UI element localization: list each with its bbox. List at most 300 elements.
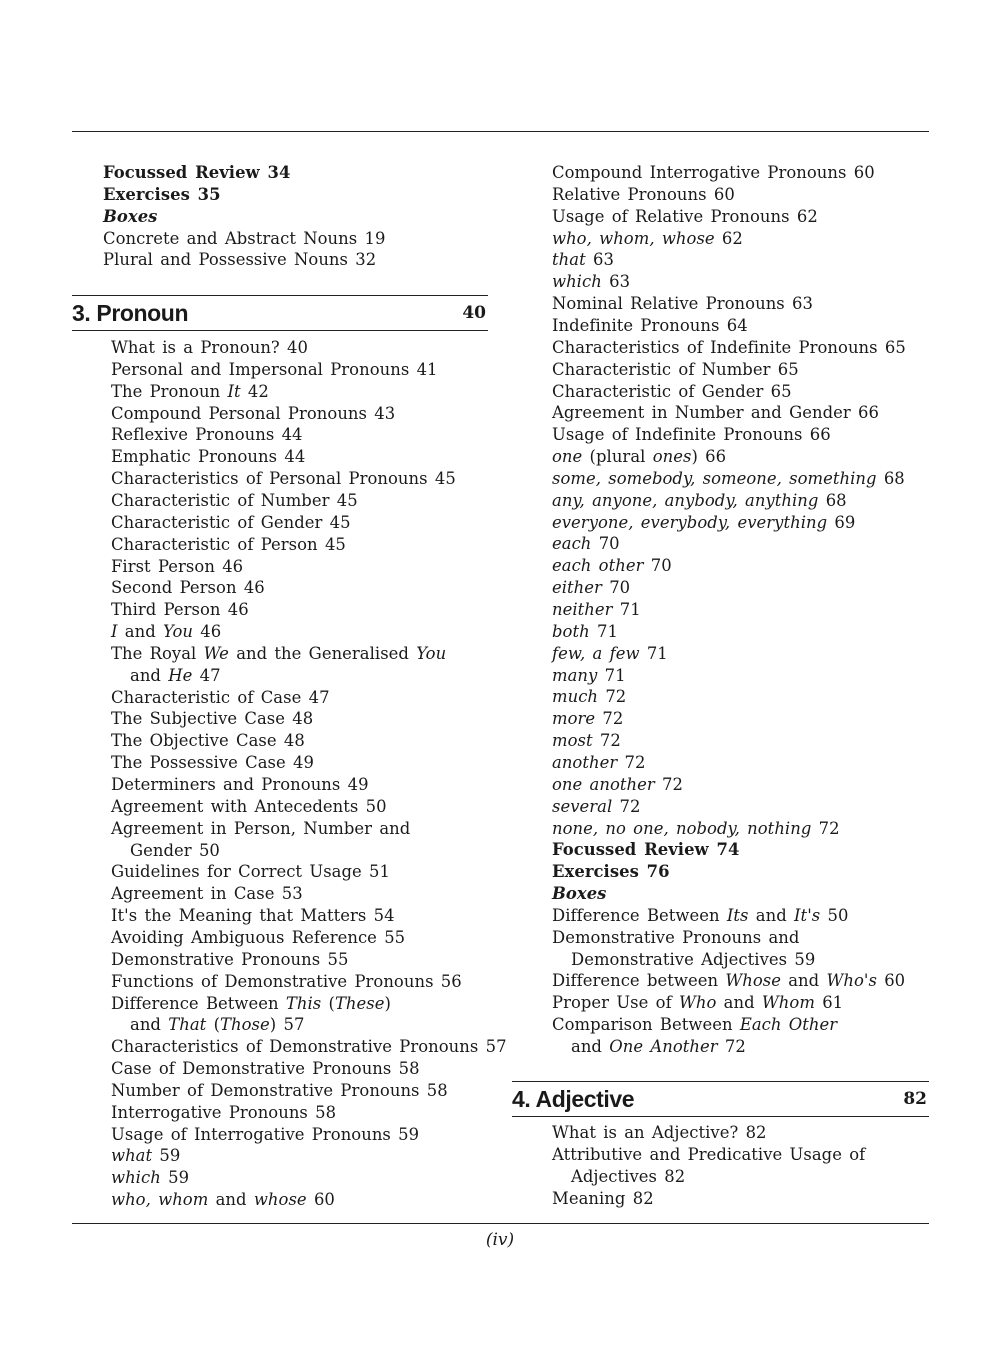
entry-page-number: 45	[329, 512, 351, 532]
entry-text: and	[130, 665, 161, 685]
entry-italic-term: These	[334, 993, 385, 1013]
entry-page-number: 40	[287, 338, 309, 357]
page-folio: (iv)	[485, 1230, 515, 1250]
entry-text: and	[723, 993, 755, 1013]
entry-text: Agreement in Case	[111, 884, 275, 904]
entry-text: Attributive and Predicative Usage of	[552, 1144, 866, 1164]
toc-entry	[552, 1014, 837, 1036]
toc-entry	[571, 1166, 685, 1188]
entry-page-number: 71	[604, 665, 626, 685]
entry-text: Boxes	[552, 884, 607, 904]
entry-text: )	[384, 993, 391, 1013]
bottom-rule	[72, 1223, 929, 1224]
entry-page-number: 34	[267, 163, 291, 182]
entry-page-number: 46	[243, 578, 265, 598]
toc-entry	[552, 577, 630, 599]
entry-italic-term: Those	[220, 1015, 270, 1035]
entry-page-number: 82	[664, 1166, 686, 1186]
toc-entry	[552, 752, 645, 774]
entry-text: Concrete and Abstract Nouns	[103, 228, 358, 248]
entry-italic-term: another	[552, 752, 618, 772]
entry-italic-term: This	[285, 993, 322, 1013]
toc-entry	[111, 424, 303, 446]
toc-entry	[111, 971, 462, 993]
entry-page-number: 48	[283, 731, 305, 751]
entry-italic-term: It's	[794, 905, 821, 925]
entry-text: Adjectives	[571, 1166, 657, 1186]
entry-text: Exercises	[103, 184, 190, 204]
entry-page-number: 55	[384, 927, 406, 947]
entry-text: Characteristic of Person	[111, 534, 318, 554]
toc-entry	[552, 512, 855, 534]
entry-text: Characteristics of Personal Pronouns	[111, 469, 428, 489]
entry-page-number: 82	[745, 1123, 767, 1142]
entry-italic-term: several	[552, 796, 613, 816]
toc-entry	[130, 1014, 304, 1036]
toc-entry	[111, 403, 395, 425]
entry-italic-term: One Another	[609, 1037, 718, 1056]
entry-page-number: 42	[247, 381, 269, 401]
entry-page-number: 62	[796, 206, 818, 226]
entry-text: Usage of Interrogative Pronouns	[111, 1124, 391, 1144]
entry-italic-term: It	[227, 381, 241, 401]
toc-entry	[552, 402, 879, 424]
toc-entry	[111, 643, 446, 665]
entry-page-number: 55	[327, 949, 349, 969]
entry-italic-term: none, no one, nobody, nothing	[552, 818, 812, 838]
toc-entry	[552, 818, 840, 840]
toc-entry	[111, 861, 390, 883]
entry-text: Exercises	[552, 862, 639, 882]
entry-text: Focussed Review	[552, 840, 709, 860]
toc-entry	[552, 271, 630, 293]
entry-page-number: 72	[605, 687, 627, 707]
entry-page-number: 45	[324, 534, 346, 554]
entry-italic-term: which	[552, 272, 602, 292]
entry-page-number: 50	[365, 796, 387, 816]
entry-text: Gender	[130, 840, 192, 860]
entry-page-number: 47	[199, 665, 221, 685]
entry-page-number: 46	[227, 600, 249, 620]
toc-entry	[111, 993, 391, 1015]
toc-entry	[552, 621, 618, 643]
entry-text: Characteristics of Indefinite Pronouns	[552, 337, 878, 357]
entry-text: Demonstrative Adjectives	[571, 949, 788, 969]
entry-page-number: 72	[818, 818, 840, 838]
toc-entry	[111, 381, 269, 403]
toc-entry	[552, 1122, 767, 1144]
entry-italic-term: either	[552, 578, 602, 598]
entry-page-number: 70	[650, 556, 672, 576]
entry-text: and	[130, 1015, 161, 1035]
toc-entry	[552, 533, 620, 555]
entry-italic-term: most	[552, 731, 593, 751]
entry-italic-term: You	[416, 643, 447, 663]
toc-entry	[111, 687, 330, 709]
entry-page-number: 45	[434, 469, 456, 489]
entry-text: and	[124, 622, 156, 642]
toc-entry	[111, 577, 265, 599]
entry-page-number: 44	[281, 425, 303, 445]
toc-entry	[552, 1188, 654, 1210]
entry-page-number: 72	[602, 709, 624, 729]
toc-entry	[111, 621, 221, 643]
toc-entry	[552, 184, 735, 206]
toc-entry	[552, 381, 792, 403]
entry-page-number: 70	[598, 534, 620, 554]
toc-entry	[111, 1124, 419, 1146]
entry-page-number: 74	[716, 840, 740, 860]
entry-page-number: 43	[374, 403, 396, 423]
entry-page-number: 59	[398, 1124, 420, 1144]
entry-text: It's the Meaning that Matters	[111, 906, 367, 926]
entry-text: and	[571, 1037, 602, 1056]
entry-text: Number of Demonstrative Pronouns	[111, 1080, 420, 1100]
entry-page-number: 49	[347, 775, 369, 794]
toc-entry	[111, 883, 303, 905]
entry-page-number: 56	[440, 971, 462, 991]
entry-text: Usage of Indefinite Pronouns	[552, 425, 803, 445]
entry-italic-term: both	[552, 621, 590, 641]
entry-text: Usage of Relative Pronouns	[552, 206, 790, 226]
entry-page-number: 72	[599, 731, 621, 751]
entry-page-number: 72	[724, 1037, 746, 1056]
entry-italic-term: Each Other	[739, 1015, 838, 1035]
entry-text: Characteristic of Case	[111, 687, 302, 707]
entry-page-number: 51	[369, 862, 391, 882]
entry-text: and the Generalised	[236, 643, 409, 663]
entry-text: Reflexive Pronouns	[111, 425, 275, 445]
entry-page-number: 63	[609, 272, 631, 292]
entry-text: Meaning	[552, 1188, 626, 1208]
entry-text: Relative Pronouns	[552, 184, 707, 204]
toc-entry	[552, 839, 739, 861]
entry-italic-term: We	[203, 643, 229, 663]
entry-page-number: 48	[292, 709, 314, 729]
entry-italic-term: I	[111, 622, 118, 642]
toc-entry	[552, 359, 799, 381]
toc-entry	[111, 512, 351, 534]
entry-text: Guidelines for Correct Usage	[111, 862, 362, 882]
entry-text: Compound Personal Pronouns	[111, 403, 367, 423]
entry-text: Agreement in Person, Number and	[111, 818, 411, 838]
entry-page-number: 71	[646, 643, 668, 663]
entry-text: The Pronoun	[111, 381, 221, 401]
entry-text: The Objective Case	[111, 731, 277, 751]
entry-text: Second Person	[111, 578, 237, 598]
toc-entry	[552, 490, 847, 512]
toc-entry	[111, 1167, 189, 1189]
entry-page-number: 66	[858, 403, 879, 423]
toc-entry	[552, 970, 905, 992]
entry-text: Proper Use of	[552, 993, 672, 1013]
chapter-heading	[512, 1081, 929, 1117]
chapter-title: 4. Adjective	[512, 1086, 635, 1112]
toc-entry	[103, 206, 157, 228]
entry-text: (	[328, 993, 335, 1013]
entry-page-number: 69	[834, 512, 856, 532]
entry-text: (plural	[589, 447, 646, 467]
entry-text: What is an Adjective?	[552, 1123, 739, 1142]
chapter-heading	[72, 295, 488, 331]
top-rule	[72, 131, 929, 132]
entry-italic-term: which	[111, 1168, 161, 1188]
entry-page-number: 41	[416, 359, 438, 379]
entry-page-number: 68	[825, 490, 847, 510]
toc-entry	[111, 730, 305, 752]
toc-entry	[111, 468, 456, 490]
entry-text: Difference Between	[552, 905, 720, 925]
toc-entry	[552, 927, 799, 949]
entry-page-number: 71	[619, 600, 641, 619]
entry-text: )	[269, 1015, 277, 1035]
entry-page-number: 19	[364, 228, 386, 248]
entry-page-number: 60	[313, 1190, 335, 1210]
entry-text: Demonstrative Pronouns and	[552, 927, 800, 947]
toc-entry	[111, 949, 348, 971]
toc-entry	[111, 774, 369, 796]
entry-page-number: 58	[426, 1080, 448, 1100]
entry-text: Nominal Relative Pronouns	[552, 294, 785, 314]
toc-entry	[552, 315, 748, 337]
entry-text: and	[755, 905, 787, 925]
entry-italic-term: ones	[652, 447, 692, 467]
entry-italic-term: Who's	[826, 971, 877, 991]
entry-text: Demonstrative Pronouns	[111, 949, 321, 969]
entry-text: Characteristic of Gender	[111, 512, 323, 532]
entry-page-number: 57	[283, 1015, 305, 1035]
entry-text: Difference Between	[111, 993, 279, 1013]
entry-page-number: 53	[281, 884, 303, 904]
toc-entry	[111, 1102, 336, 1124]
entry-page-number: 59	[168, 1168, 190, 1188]
entry-page-number: 58	[315, 1102, 337, 1122]
entry-text: Difference between	[552, 971, 719, 991]
entry-text: Functions of Demonstrative Pronouns	[111, 971, 434, 991]
toc-entry	[111, 1058, 420, 1080]
toc-entry	[552, 555, 672, 577]
toc-entry	[552, 796, 641, 818]
toc-entry	[111, 1145, 180, 1167]
entry-page-number: 50	[198, 840, 220, 860]
entry-italic-term: some, somebody, someone, something	[552, 468, 877, 488]
entry-text: Agreement with Antecedents	[111, 796, 359, 816]
entry-italic-term: He	[168, 665, 193, 685]
toc-entry	[111, 534, 346, 556]
entry-page-number: 72	[662, 774, 683, 794]
entry-text: The Possessive Case	[111, 753, 286, 773]
entry-page-number: 45	[336, 490, 358, 510]
entry-text: and	[788, 971, 820, 991]
entry-text: Agreement in Number and Gender	[552, 403, 851, 423]
entry-italic-term: everyone, everybody, everything	[552, 512, 828, 532]
toc-entry	[111, 446, 305, 468]
toc-entry	[552, 293, 813, 315]
entry-text: Personal and Impersonal Pronouns	[111, 359, 410, 379]
toc-entry	[552, 665, 626, 687]
entry-italic-term: any, anyone, anybody, anything	[552, 490, 819, 510]
toc-entry	[552, 643, 668, 665]
entry-italic-term: Its	[726, 905, 749, 925]
entry-italic-term: few, a few	[552, 643, 640, 663]
entry-page-number: 82	[632, 1188, 654, 1208]
entry-page-number: 65	[770, 381, 792, 401]
toc-entry	[103, 228, 385, 250]
entry-text: Characteristic of Number	[552, 359, 771, 379]
entry-page-number: 50	[827, 905, 849, 925]
entry-page-number: 60	[884, 971, 906, 991]
toc-entry	[111, 818, 410, 840]
entry-text: Emphatic Pronouns	[111, 447, 278, 467]
entry-italic-term: neither	[552, 600, 613, 619]
entry-text: )	[691, 447, 698, 467]
entry-page-number: 63	[792, 294, 813, 314]
toc-entry	[552, 774, 683, 796]
entry-page-number: 72	[624, 752, 646, 772]
toc-entry	[552, 1144, 865, 1166]
toc-entry	[552, 599, 641, 621]
entry-italic-term: what	[111, 1146, 153, 1166]
entry-page-number: 61	[822, 993, 844, 1013]
entry-italic-term: whose	[253, 1190, 307, 1210]
toc-entry	[111, 599, 249, 621]
entry-text: Boxes	[103, 206, 158, 226]
toc-entry	[111, 359, 438, 381]
entry-italic-term: one	[552, 447, 583, 467]
chapter-title: 3. Pronoun	[72, 300, 189, 326]
entry-italic-term: each	[552, 534, 592, 554]
entry-page-number: 60	[853, 163, 875, 182]
toc-entry	[552, 424, 831, 446]
entry-italic-term: much	[552, 687, 599, 707]
entry-text: Determiners and Pronouns	[111, 775, 341, 794]
toc-entry	[552, 162, 875, 184]
entry-page-number: 71	[596, 621, 618, 641]
entry-page-number: 72	[619, 796, 641, 816]
toc-entry	[552, 883, 606, 905]
entry-text: (	[213, 1015, 221, 1035]
chapter-page-number: 82	[903, 1089, 927, 1109]
entry-page-number: 65	[884, 337, 906, 357]
toc-entry	[552, 468, 905, 490]
entry-page-number: 46	[200, 622, 222, 642]
toc-entry	[552, 708, 623, 730]
toc-entry	[111, 905, 395, 927]
entry-page-number: 32	[355, 250, 377, 270]
toc-entry	[571, 949, 815, 971]
toc-entry	[111, 1189, 335, 1211]
toc-entry	[111, 1080, 448, 1102]
toc-entry	[111, 337, 308, 359]
entry-page-number: 58	[398, 1059, 420, 1079]
toc-entry	[111, 752, 314, 774]
entry-page-number: 70	[609, 578, 631, 598]
entry-page-number: 47	[308, 687, 330, 707]
entry-italic-term: each other	[552, 556, 644, 576]
entry-page-number: 46	[222, 556, 244, 576]
toc-entry	[130, 665, 221, 687]
toc-entry	[552, 249, 614, 271]
chapter-page-number: 40	[462, 303, 486, 323]
entry-italic-term: that	[552, 250, 586, 270]
entry-text: Compound Interrogative Pronouns	[552, 163, 847, 182]
toc-entry	[552, 228, 743, 250]
entry-page-number: 76	[646, 862, 670, 882]
entry-text: Plural and Possessive Nouns	[103, 250, 348, 270]
toc-entry	[103, 249, 376, 271]
entry-italic-term: That	[168, 1015, 207, 1035]
entry-text: Avoiding Ambiguous Reference	[111, 927, 377, 947]
toc-entry	[552, 905, 848, 927]
entry-italic-term: Whom	[761, 993, 815, 1013]
entry-page-number: 62	[721, 228, 743, 248]
toc-entry	[111, 1036, 507, 1058]
entry-text: Case of Demonstrative Pronouns	[111, 1059, 392, 1079]
toc-entry	[111, 490, 358, 512]
entry-text: Comparison Between	[552, 1015, 733, 1035]
entry-italic-term: Who	[678, 993, 717, 1013]
entry-text: Third Person	[111, 600, 221, 620]
entry-page-number: 44	[284, 447, 306, 467]
entry-text: First Person	[111, 556, 215, 576]
toc-entry	[552, 337, 906, 359]
toc-entry	[552, 730, 621, 752]
entry-page-number: 66	[809, 425, 831, 445]
entry-text: Focussed Review	[103, 163, 260, 182]
entry-page-number: 49	[293, 753, 314, 773]
toc-entry	[111, 556, 243, 578]
entry-text: Characteristic of Number	[111, 490, 330, 510]
toc-entry	[130, 840, 220, 862]
entry-italic-term: Whose	[725, 971, 781, 991]
entry-page-number: 64	[726, 315, 748, 335]
entry-text: What is a Pronoun?	[111, 338, 280, 357]
toc-entry	[111, 796, 387, 818]
entry-page-number: 66	[705, 447, 727, 467]
toc-entry	[552, 686, 626, 708]
entry-text: Indefinite Pronouns	[552, 315, 720, 335]
entry-text: Characteristics of Demonstrative Pronouns	[111, 1037, 479, 1057]
toc-entry	[111, 708, 313, 730]
entry-page-number: 59	[794, 949, 816, 969]
entry-italic-term: many	[552, 665, 598, 685]
entry-text: Characteristic of Gender	[552, 381, 764, 401]
toc-entry	[103, 162, 290, 184]
entry-page-number: 35	[197, 184, 221, 204]
entry-italic-term: more	[552, 709, 596, 729]
entry-page-number: 54	[373, 906, 395, 926]
toc-entry	[111, 927, 405, 949]
toc-entry	[552, 446, 726, 468]
entry-page-number: 57	[485, 1037, 507, 1057]
entry-italic-term: You	[163, 622, 194, 642]
entry-text: The Royal	[111, 643, 197, 663]
entry-italic-term: one another	[552, 774, 655, 794]
entry-italic-term: who, whom, whose	[552, 228, 715, 248]
entry-italic-term: who, whom	[111, 1190, 209, 1210]
toc-entry	[552, 861, 670, 883]
entry-page-number: 63	[592, 250, 614, 270]
toc-entry	[571, 1036, 746, 1058]
toc-entry	[552, 206, 818, 228]
entry-page-number: 65	[777, 359, 799, 379]
toc-entry	[552, 992, 843, 1014]
entry-text: Interrogative Pronouns	[111, 1102, 308, 1122]
entry-text: The Subjective Case	[111, 709, 286, 729]
entry-page-number: 59	[159, 1146, 181, 1166]
toc-entry	[103, 184, 221, 206]
entry-page-number: 68	[883, 468, 905, 488]
